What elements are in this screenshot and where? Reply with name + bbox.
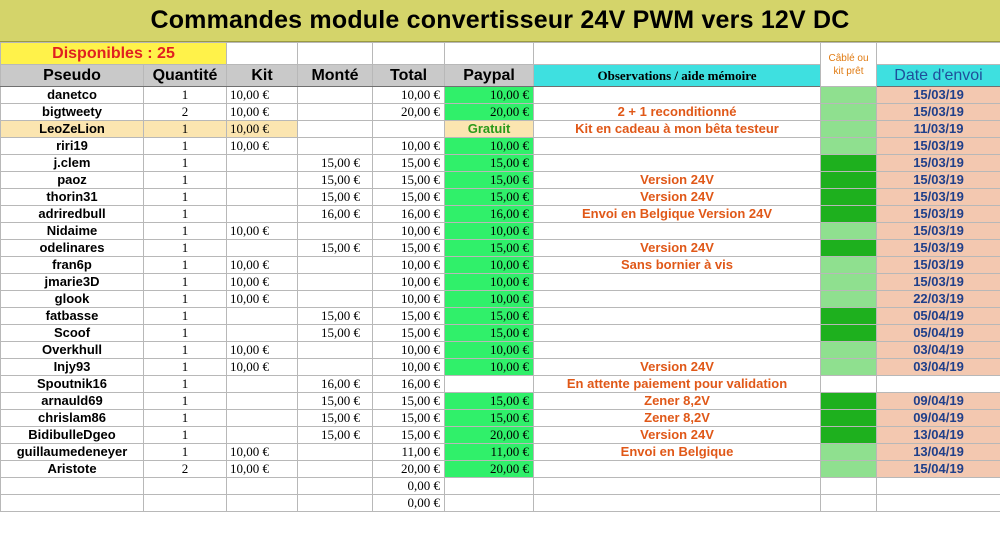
cell-monte[interactable]: 15,00 € [298, 155, 373, 172]
cell-pseudo[interactable]: paoz [1, 172, 144, 189]
header-observations[interactable]: Observations / aide mémoire [534, 65, 821, 87]
cell-cable[interactable] [821, 376, 877, 393]
cell-date[interactable]: 22/03/19 [877, 291, 1000, 308]
cell-observations[interactable]: Sans bornier à vis [534, 257, 821, 274]
cell-paypal[interactable]: 11,00 € [445, 444, 534, 461]
cell-monte[interactable] [298, 359, 373, 376]
cell-date[interactable]: 05/04/19 [877, 308, 1000, 325]
cell-pseudo[interactable]: fatbasse [1, 308, 144, 325]
cell-date[interactable]: 15/03/19 [877, 257, 1000, 274]
cell-pseudo[interactable]: Overkhull [1, 342, 144, 359]
orders-table [0, 42, 1000, 512]
cell-monte[interactable]: 15,00 € [298, 325, 373, 342]
cell-date[interactable]: 15/03/19 [877, 138, 1000, 155]
cell-kit[interactable] [227, 308, 298, 325]
empty-cell[interactable] [877, 43, 1000, 65]
cell-quantite[interactable]: 2 [144, 104, 227, 121]
cell-pseudo[interactable]: arnauld69 [1, 393, 144, 410]
cell-quantite[interactable]: 1 [144, 274, 227, 291]
cell-cable[interactable] [821, 308, 877, 325]
cell-total[interactable]: 20,00 € [373, 461, 445, 478]
cell-cable[interactable] [821, 274, 877, 291]
cell-pseudo[interactable]: riri19 [1, 138, 144, 155]
availability-row [1, 43, 1000, 65]
cell-monte[interactable]: 15,00 € [298, 172, 373, 189]
cell-total[interactable]: 10,00 € [373, 87, 445, 104]
cell-quantite[interactable]: 1 [144, 172, 227, 189]
table-row [1, 308, 1000, 325]
cell-monte[interactable] [298, 291, 373, 308]
cell-quantite[interactable]: 1 [144, 393, 227, 410]
cell-kit[interactable] [227, 478, 298, 495]
cell-cable[interactable] [821, 104, 877, 121]
cell-paypal[interactable]: 20,00 € [445, 461, 534, 478]
cell-kit[interactable]: 10,00 € [227, 223, 298, 240]
cell-total[interactable]: 0,00 € [373, 495, 445, 512]
cell-total[interactable]: 15,00 € [373, 393, 445, 410]
cell-cable[interactable] [821, 325, 877, 342]
cell-paypal[interactable]: 10,00 € [445, 223, 534, 240]
table-row [1, 410, 1000, 427]
table-row [1, 393, 1000, 410]
table-row [1, 274, 1000, 291]
header-date[interactable]: Date d'envoi [877, 65, 1000, 87]
empty-cell[interactable] [445, 43, 534, 65]
cell-monte[interactable] [298, 444, 373, 461]
title-banner[interactable] [0, 0, 1000, 42]
cell-paypal[interactable]: 20,00 € [445, 427, 534, 444]
cell-monte[interactable]: 15,00 € [298, 189, 373, 206]
table-row [1, 138, 1000, 155]
cell-date[interactable]: 11/03/19 [877, 121, 1000, 138]
cell-observations[interactable]: Zener 8,2V [534, 393, 821, 410]
cell-kit[interactable] [227, 495, 298, 512]
cell-date[interactable]: 09/04/19 [877, 393, 1000, 410]
table-row [1, 376, 1000, 393]
cell-kit[interactable]: 10,00 € [227, 461, 298, 478]
cell-date[interactable] [877, 495, 1000, 512]
cell-pseudo[interactable]: glook [1, 291, 144, 308]
cell-quantite[interactable]: 1 [144, 308, 227, 325]
header-quantite[interactable]: Quantité [144, 65, 227, 87]
cell-cable[interactable] [821, 121, 877, 138]
cell-observations[interactable] [534, 87, 821, 104]
cell-cable[interactable] [821, 87, 877, 104]
cell-observations[interactable] [534, 308, 821, 325]
cell-paypal[interactable] [445, 495, 534, 512]
cell-monte[interactable] [298, 121, 373, 138]
table-row [1, 104, 1000, 121]
cell-total[interactable]: 16,00 € [373, 206, 445, 223]
cell-total[interactable]: 15,00 € [373, 189, 445, 206]
cell-total[interactable]: 11,00 € [373, 444, 445, 461]
cell-cable[interactable] [821, 223, 877, 240]
cell-paypal[interactable]: 16,00 € [445, 206, 534, 223]
cell-quantite[interactable]: 1 [144, 155, 227, 172]
cell-total[interactable]: 15,00 € [373, 308, 445, 325]
cell-pseudo[interactable]: Aristote [1, 461, 144, 478]
cell-paypal[interactable]: 15,00 € [445, 189, 534, 206]
cell-date[interactable]: 15/03/19 [877, 155, 1000, 172]
cell-kit[interactable] [227, 393, 298, 410]
cell-kit[interactable] [227, 376, 298, 393]
cell-cable[interactable] [821, 427, 877, 444]
cell-monte[interactable] [298, 104, 373, 121]
cell-total[interactable]: 15,00 € [373, 325, 445, 342]
cell-total[interactable]: 16,00 € [373, 376, 445, 393]
cell-cable[interactable] [821, 240, 877, 257]
cell-observations[interactable] [534, 478, 821, 495]
cell-quantite[interactable]: 1 [144, 121, 227, 138]
table-row [1, 495, 1000, 512]
cell-pseudo[interactable]: jmarie3D [1, 274, 144, 291]
cell-pseudo[interactable]: thorin31 [1, 189, 144, 206]
cell-cable[interactable] [821, 291, 877, 308]
cell-date[interactable]: 15/04/19 [877, 461, 1000, 478]
cell-kit[interactable]: 10,00 € [227, 257, 298, 274]
cell-paypal[interactable]: 10,00 € [445, 138, 534, 155]
cell-kit[interactable] [227, 189, 298, 206]
cell-quantite[interactable]: 1 [144, 376, 227, 393]
cell-quantite[interactable]: 1 [144, 257, 227, 274]
cell-cable[interactable] [821, 410, 877, 427]
cell-pseudo[interactable]: adriredbull [1, 206, 144, 223]
cell-monte[interactable] [298, 257, 373, 274]
cell-paypal[interactable] [445, 478, 534, 495]
cell-observations[interactable]: Version 24V [534, 359, 821, 376]
cell-cable[interactable] [821, 444, 877, 461]
cell-date[interactable]: 15/03/19 [877, 172, 1000, 189]
cell-date[interactable]: 15/03/19 [877, 206, 1000, 223]
cell-paypal[interactable]: 10,00 € [445, 342, 534, 359]
cell-monte[interactable] [298, 87, 373, 104]
cell-total[interactable]: 15,00 € [373, 172, 445, 189]
cell-paypal[interactable]: 15,00 € [445, 393, 534, 410]
cell-observations[interactable] [534, 291, 821, 308]
cell-quantite[interactable]: 1 [144, 189, 227, 206]
cell-monte[interactable]: 15,00 € [298, 427, 373, 444]
cell-total[interactable]: 20,00 € [373, 104, 445, 121]
cell-observations[interactable]: Version 24V [534, 189, 821, 206]
cell-paypal[interactable]: 10,00 € [445, 359, 534, 376]
cell-quantite[interactable]: 1 [144, 240, 227, 257]
cell-kit[interactable] [227, 206, 298, 223]
table-row [1, 325, 1000, 342]
cell-pseudo[interactable]: Nidaime [1, 223, 144, 240]
cell-total[interactable]: 10,00 € [373, 291, 445, 308]
cell-total[interactable]: 10,00 € [373, 257, 445, 274]
cell-total[interactable]: 10,00 € [373, 359, 445, 376]
cell-paypal[interactable]: 15,00 € [445, 308, 534, 325]
cell-monte[interactable]: 16,00 € [298, 376, 373, 393]
cell-total[interactable]: 15,00 € [373, 427, 445, 444]
cell-kit[interactable]: 10,00 € [227, 359, 298, 376]
table-row [1, 172, 1000, 189]
cell-date[interactable]: 15/03/19 [877, 274, 1000, 291]
cell-paypal[interactable]: 10,00 € [445, 257, 534, 274]
cell-cable[interactable] [821, 342, 877, 359]
cell-pseudo[interactable]: LeoZeLion [1, 121, 144, 138]
cell-date[interactable]: 13/04/19 [877, 427, 1000, 444]
cell-date[interactable]: 15/03/19 [877, 87, 1000, 104]
cell-date[interactable]: 15/03/19 [877, 104, 1000, 121]
cell-kit[interactable] [227, 325, 298, 342]
cell-quantite[interactable]: 1 [144, 206, 227, 223]
cell-monte[interactable] [298, 223, 373, 240]
table-row [1, 155, 1000, 172]
cell-pseudo[interactable]: Spoutnik16 [1, 376, 144, 393]
cell-quantite[interactable]: 1 [144, 342, 227, 359]
cell-pseudo[interactable]: danetco [1, 87, 144, 104]
cell-observations[interactable] [534, 495, 821, 512]
cell-observations[interactable]: En attente paiement pour validation [534, 376, 821, 393]
cell-kit[interactable]: 10,00 € [227, 444, 298, 461]
cell-total[interactable]: 15,00 € [373, 155, 445, 172]
table-row [1, 342, 1000, 359]
cell-kit[interactable]: 10,00 € [227, 274, 298, 291]
cell-pseudo[interactable]: guillaumedeneyer [1, 444, 144, 461]
cell-monte[interactable]: 15,00 € [298, 410, 373, 427]
cell-paypal[interactable]: Gratuit [445, 121, 534, 138]
cell-quantite[interactable]: 1 [144, 410, 227, 427]
cell-cable[interactable] [821, 172, 877, 189]
table-row [1, 223, 1000, 240]
cell-date[interactable]: 15/03/19 [877, 189, 1000, 206]
cell-kit[interactable] [227, 155, 298, 172]
header-paypal[interactable]: Paypal [445, 65, 534, 87]
cell-observations[interactable] [534, 138, 821, 155]
cell-total[interactable]: 10,00 € [373, 342, 445, 359]
header-kit[interactable]: Kit [227, 65, 298, 87]
cell-quantite[interactable] [144, 495, 227, 512]
cell-monte[interactable] [298, 495, 373, 512]
cell-pseudo[interactable] [1, 495, 144, 512]
table-row [1, 291, 1000, 308]
table-row [1, 240, 1000, 257]
cell-monte[interactable] [298, 461, 373, 478]
cell-observations[interactable] [534, 155, 821, 172]
cell-quantite[interactable]: 1 [144, 325, 227, 342]
cell-kit[interactable]: 10,00 € [227, 291, 298, 308]
cell-cable[interactable] [821, 495, 877, 512]
cell-total[interactable]: 10,00 € [373, 274, 445, 291]
cell-date[interactable]: 03/04/19 [877, 359, 1000, 376]
cell-date[interactable]: 15/03/19 [877, 223, 1000, 240]
table-row [1, 257, 1000, 274]
cell-observations[interactable]: Version 24V [534, 240, 821, 257]
cell-kit[interactable]: 10,00 € [227, 87, 298, 104]
cell-observations[interactable] [534, 223, 821, 240]
cell-observations[interactable]: Kit en cadeau à mon bêta testeur [534, 121, 821, 138]
cell-quantite[interactable]: 1 [144, 444, 227, 461]
cell-quantite[interactable]: 1 [144, 138, 227, 155]
cell-kit[interactable] [227, 240, 298, 257]
table-row [1, 121, 1000, 138]
cell-observations[interactable] [534, 325, 821, 342]
cell-pseudo[interactable]: bigtweety [1, 104, 144, 121]
empty-cell[interactable] [373, 43, 445, 65]
cell-paypal[interactable]: 10,00 € [445, 87, 534, 104]
cell-observations[interactable] [534, 274, 821, 291]
cell-date[interactable]: 09/04/19 [877, 410, 1000, 427]
cell-monte[interactable]: 15,00 € [298, 240, 373, 257]
cell-kit[interactable]: 10,00 € [227, 121, 298, 138]
cell-observations[interactable]: Version 24V [534, 427, 821, 444]
cell-pseudo[interactable]: chrislam86 [1, 410, 144, 427]
header-cable[interactable]: Câblé ou kit prêt [821, 43, 877, 87]
cell-total[interactable]: 0,00 € [373, 478, 445, 495]
cell-quantite[interactable]: 1 [144, 427, 227, 444]
cell-quantite[interactable]: 1 [144, 223, 227, 240]
table-row [1, 461, 1000, 478]
cell-monte[interactable] [298, 342, 373, 359]
cell-date[interactable]: 03/04/19 [877, 342, 1000, 359]
cell-total[interactable]: 10,00 € [373, 223, 445, 240]
table-row [1, 206, 1000, 223]
cell-quantite[interactable]: 1 [144, 87, 227, 104]
header-monte[interactable]: Monté [298, 65, 373, 87]
cell-total[interactable]: 15,00 € [373, 240, 445, 257]
cell-cable[interactable] [821, 189, 877, 206]
cell-kit[interactable] [227, 427, 298, 444]
table-row [1, 359, 1000, 376]
cell-quantite[interactable]: 1 [144, 291, 227, 308]
cell-kit[interactable] [227, 172, 298, 189]
cell-observations[interactable]: 2 + 1 reconditionné [534, 104, 821, 121]
cell-observations[interactable]: Envoi en Belgique [534, 444, 821, 461]
cell-pseudo[interactable]: Injy93 [1, 359, 144, 376]
cell-cable[interactable] [821, 461, 877, 478]
table-row [1, 87, 1000, 104]
cell-paypal[interactable]: 10,00 € [445, 274, 534, 291]
cell-date[interactable] [877, 478, 1000, 495]
page-title: Commandes module convertisseur 24V PWM vers 12V DC [150, 6, 850, 34]
cell-paypal[interactable]: 15,00 € [445, 325, 534, 342]
cell-pseudo[interactable]: Scoof [1, 325, 144, 342]
cell-quantite[interactable] [144, 478, 227, 495]
cell-kit[interactable]: 10,00 € [227, 138, 298, 155]
cell-monte[interactable]: 15,00 € [298, 393, 373, 410]
table-row [1, 478, 1000, 495]
cell-paypal[interactable]: 15,00 € [445, 410, 534, 427]
cell-kit[interactable] [227, 410, 298, 427]
cell-paypal[interactable]: 20,00 € [445, 104, 534, 121]
cell-observations[interactable]: Version 24V [534, 172, 821, 189]
cell-observations[interactable] [534, 342, 821, 359]
table-row [1, 444, 1000, 461]
cell-cable[interactable] [821, 478, 877, 495]
cell-total[interactable] [373, 121, 445, 138]
cell-monte[interactable]: 15,00 € [298, 308, 373, 325]
cell-cable[interactable] [821, 206, 877, 223]
empty-cell[interactable] [534, 43, 821, 65]
cell-date[interactable]: 05/04/19 [877, 325, 1000, 342]
availability-cell[interactable]: Disponibles : 25 [1, 43, 227, 65]
cell-kit[interactable]: 10,00 € [227, 104, 298, 121]
cell-kit[interactable]: 10,00 € [227, 342, 298, 359]
cell-total[interactable]: 15,00 € [373, 410, 445, 427]
cell-monte[interactable]: 16,00 € [298, 206, 373, 223]
empty-cell[interactable] [227, 43, 298, 65]
cell-observations[interactable]: Envoi en Belgique Version 24V [534, 206, 821, 223]
cell-paypal[interactable]: 15,00 € [445, 155, 534, 172]
table-row [1, 189, 1000, 206]
cell-observations[interactable] [534, 461, 821, 478]
cell-pseudo[interactable]: j.clem [1, 155, 144, 172]
empty-cell[interactable] [298, 43, 373, 65]
cell-monte[interactable] [298, 138, 373, 155]
cell-cable[interactable] [821, 155, 877, 172]
table-row [1, 427, 1000, 444]
cell-monte[interactable] [298, 478, 373, 495]
cell-pseudo[interactable] [1, 478, 144, 495]
cell-cable[interactable] [821, 359, 877, 376]
cell-date[interactable]: 13/04/19 [877, 444, 1000, 461]
cell-pseudo[interactable]: fran6p [1, 257, 144, 274]
cell-pseudo[interactable]: odelinares [1, 240, 144, 257]
cell-monte[interactable] [298, 274, 373, 291]
cell-cable[interactable] [821, 393, 877, 410]
cell-paypal[interactable]: 10,00 € [445, 291, 534, 308]
cell-date[interactable] [877, 376, 1000, 393]
cell-observations[interactable]: Zener 8,2V [534, 410, 821, 427]
cell-pseudo[interactable]: BidibulleDgeo [1, 427, 144, 444]
cell-cable[interactable] [821, 257, 877, 274]
header-pseudo[interactable]: Pseudo [1, 65, 144, 87]
header-total[interactable]: Total [373, 65, 445, 87]
cell-quantite[interactable]: 2 [144, 461, 227, 478]
cell-paypal[interactable]: 15,00 € [445, 172, 534, 189]
cell-quantite[interactable]: 1 [144, 359, 227, 376]
cell-date[interactable]: 15/03/19 [877, 240, 1000, 257]
cell-paypal[interactable] [445, 376, 534, 393]
cell-total[interactable]: 10,00 € [373, 138, 445, 155]
cell-paypal[interactable]: 15,00 € [445, 240, 534, 257]
cell-cable[interactable] [821, 138, 877, 155]
